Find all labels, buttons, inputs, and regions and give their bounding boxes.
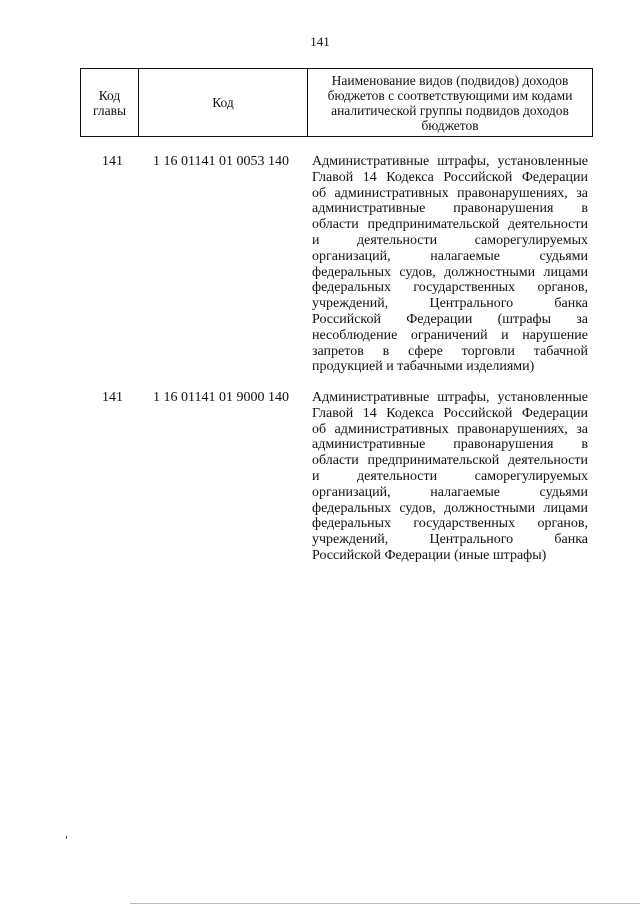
row-name-line: федеральных государственных органов, [312,280,588,296]
row-name-line: Главой 14 Кодекса Российской Федерации [312,169,588,185]
scan-bottom-edge [130,903,640,904]
row-name-line: учреждений, Центрального банка [312,296,588,312]
row-name-line: и деятельности саморегулируемых [312,232,588,248]
header-col-name-line: бюджетов с соответствующими им кодами [327,87,573,103]
header-col-name-line: аналитической группы подвидов доходов [331,102,569,118]
header-col-kod: Код [139,69,308,137]
row-name-line: Российской Федерации (штрафы за [312,311,588,327]
row-name-line: и деятельности саморегулируемых [312,468,588,484]
row-name-line: области предпринимательской деятельности [312,453,588,469]
row-name [312,154,588,375]
row-name-line: области предпринимательской деятельности [312,217,588,233]
row-name-line: об административных правонарушениях, за [312,421,588,437]
row-glava: 141 [102,154,123,169]
row-name-line: Главой 14 Кодекса Российской Федерации [312,405,588,421]
row-name-line: федеральных государственных органов, [312,516,588,532]
row-name-line: организаций, налагаемые судьями [312,484,588,500]
header-col-glava [81,69,139,137]
row-name-line: об административных правонарушениях, за [312,185,588,201]
row-name-line: административные правонарушения в [312,201,588,217]
row-kod: 1 16 01141 01 0053 140 [153,154,289,169]
header-col-glava-line: главы [92,102,127,118]
row-glava: 141 [102,390,123,405]
header-col-name-line: бюджетов [421,117,479,133]
header-col-name-line: Наименование видов (подвидов) доходов [331,72,569,88]
row-name-line: продукцией и табачными изделиями) [312,359,535,375]
row-name-line: административные правонарушения в [312,437,588,453]
row-name-line: учреждений, Центрального банка [312,532,588,548]
header-col-glava-line: Код [98,87,121,103]
page-number: 141 [310,34,330,49]
row-name-line: несоблюдение ограничений и нарушение [312,327,588,343]
row-name-line: федеральных судов, должностными лицами [312,264,588,280]
row-name [312,390,588,564]
row-name-line: Российской Федерации (иные штрафы) [312,547,547,563]
row-name-line: федеральных судов, должностными лицами [312,500,588,516]
row-name-line: запретов в сфере торговли табачной [312,343,588,359]
row-name-line: Административные штрафы, установленные [312,154,588,169]
row-name-line: Административные штрафы, установленные [312,390,588,405]
row-kod: 1 16 01141 01 9000 140 [153,390,289,405]
header-col-name [308,69,593,137]
table-header [80,68,593,137]
scan-mark [66,836,67,839]
row-name-line: организаций, налагаемые судьями [312,248,588,264]
